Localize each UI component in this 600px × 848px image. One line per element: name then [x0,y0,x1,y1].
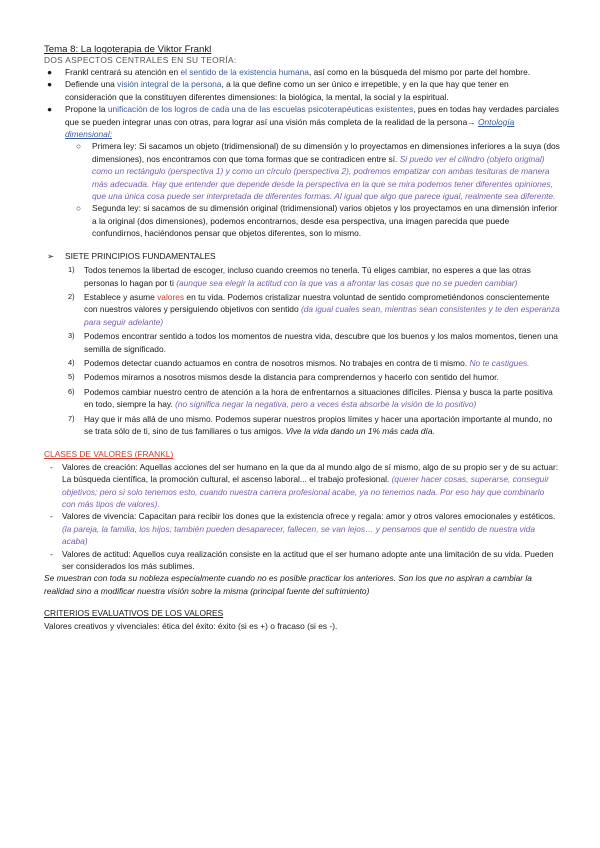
ontologia-link: Ontología dimensional: [65,116,515,140]
principle-item [44,413,560,438]
value-item [44,461,560,511]
principle-text: Podemos cambiar nuestro centro de atención a la hora de enfrentarnos a situaciones difíciles. Piensa y busca la parte positiva en todo, siempre la hay. [84,386,553,410]
value-text: Valores de vivencia: Capacitan para recibir los dones que la existencia ofrece y regala: amor y otros valores emocionales y estéticos. [62,511,556,522]
principle-text: Podemos mirarnos a nosotros mismos desde la distancia para comprendernos y hacerlo con sentido del humor. [84,372,499,383]
law-item [44,140,560,202]
section-subtitle: DOS ASPECTOS CENTRALES EN SU TEORÍA: [44,55,237,65]
bullet-item [44,78,560,103]
page-title: Tema 8: La logoterapia de Viktor Frankl [44,44,212,55]
principle-number: 7) [68,413,75,423]
value-note: (querer hacer cosas, superarse, conseguir objetivos; pero si solo tenemos esto, cuando nuestra carrera profesional acabe, ya no tenemos nada. Por eso hay que combinarlo con más tipos de valores). [62,474,549,509]
principle-number: 5) [68,372,75,382]
value-item [44,548,560,573]
dash-bullet: - [50,548,53,559]
circle-bullet-icon: ○ [76,141,82,152]
bullet-highlight: visión integral de la persona [117,79,222,90]
principle-item [44,291,560,328]
principle-text: Todos tenemos la libertad de escoger, incluso cuando creemos no tenerla. Tú eliges cambiar, no esperes a que las otras personas lo hagan por ti [84,265,531,288]
principle-motto: Vive la vida dando un 1% más cada día. [285,425,435,436]
principle-highlight: valores [157,291,185,302]
value-item [44,510,560,547]
principle-text: Podemos encontrar sentido a todos los momentos de nuestra vida, descubre que los buenos y los malos momentos, tienen una semilla de significado. [84,331,558,354]
principle-number: 2) [68,291,75,301]
bullet-item [44,103,560,140]
principle-item [44,264,560,289]
principle-note: (da igual cuales sean, mientras sean consistentes y te den esperanza para seguir adelante) [84,304,560,327]
principle-note: No te castigues. [469,357,530,368]
value-text: Valores de creación: Aquellas acciones del ser humano en la que da al mundo algo de sí mismo, algo de su propio ser y de su actuar: La búsqueda científica, la promoción cultural, el ascenso laboral... el trabajo profesional. [62,461,559,485]
value-text: Valores de actitud: Aquellos cuya realización consiste en la actitud que el ser humano adopte ante una limitación de su vida. Pueden ser considerados los más sublimes. [62,548,554,572]
law-text: Primera ley: Si sacamos un objeto (tridimensional) de su dimensión y lo proyectamos en dimensiones inferiores a la suya (dos dimensiones), nos encontramos con que toma formas que se contradicen entre sí. [92,141,560,164]
bullet-text: Propone la [65,104,108,115]
circle-bullet-icon: ○ [76,203,82,214]
principles-heading [44,250,560,262]
bullet-text: , a la que define como un ser único e irrepetible, y en la que hay que tener en consideración que la constituyen diferentes dimensiones: la biológica, la mental, la social y la espiritual. [65,79,509,102]
principle-number: 4) [68,357,75,367]
principle-text: Hay que ir más allá de uno mismo. Podemos superar nuestros propios límites y hacer una aportación importante al mundo, no se trata sólo de ti, sino de tus familiares o tus amigos. [84,413,553,436]
principle-number: 3) [68,331,75,341]
principle-note: (no significa negar la negativa, pero a veces ésta absorbe la visión de lo positivo) [175,399,477,410]
value-note: (la pareja, la familia, los hijos; también pueden desaparecer, fallecen, se van lejos… y pensamos que el sentido de nuestra vida acaba) [62,523,535,547]
principle-text: Establece y asume [84,291,158,302]
criteria-heading: CRITERIOS EVALUATIVOS DE LOS VALORES [44,608,224,619]
bullet-item [44,66,560,78]
bullet-dot-icon: ● [47,67,53,77]
bullet-highlight: el sentido de la existencia humana [180,67,309,77]
dash-bullet: - [50,461,53,472]
law-note: Si puedo ver el cilindro (objeto original) como un rectángulo (perspectiva 1) y como un círculo (perspectiva 2), podremos empatizar con ambas tesituras de manera más adecuada. Hay que entender que depende desde la perspectiva en la que se mira podemos tener diferentes opiniones, que una única cosa puede ser interpretada de diferentes formas. Al igual que algo que parece igual, realmente sea diferente. [92,153,556,202]
bullet-dot-icon: ● [47,104,53,115]
bullet-text: Frankl centrará su atención en [65,67,181,77]
bullet-text: Defiende una [65,79,118,90]
bullet-text: , pues en todas hay verdades parciales que se pueden integrar unas con otras, para lograr así una visión más completa de la realidad de la persona→ [65,104,559,127]
bullet-highlight: unificación de los logros de cada una de las escuelas psicoterapéuticas existentes [107,104,414,115]
principle-item [44,330,560,355]
principle-item [44,357,560,369]
law-item [44,202,560,239]
values-heading: CLASES DE VALORES (FRANKL) [44,449,174,460]
criteria-text: Valores creativos y vivenciales: ética del éxito: éxito (si es +) o fracaso (si es -). [44,620,338,631]
principle-number: 1) [68,265,75,275]
principle-item [44,371,560,383]
principles-title: SIETE PRINCIPIOS FUNDAMENTALES [65,250,216,261]
values-note: Se muestran con toda su nobleza especialmente cuando no es posible practicar los anteriores. Son los que no aspiran a cambiar la realidad sino a modificar nuestra visión sobre la misma (principal fuente del sufrimiento) [44,573,532,596]
principle-item [44,386,560,411]
dash-bullet: - [50,511,53,522]
principle-note: (aunque sea elegir la actitud con la que vas a afrontar las cosas que no se pueden cambiar) [176,277,518,288]
law-text: Segunda ley: si sacamos de su dimensión original (tridimensional) varios objetos y los proyectamos en una dimensión inferior a la original (dos dimensiones), podemos encontrarnos, desde esa perspectiva, una imagen parecida que puede confundirnos, haciéndonos pensar que objetos diferentes, son lo mismo. [92,203,558,239]
principle-number: 6) [68,386,75,396]
arrow-icon: ➢ [47,250,55,261]
bullet-dot-icon: ● [47,79,53,90]
bullet-text: , así como en la búsqueda del mismo por parte del hombre. [308,67,531,77]
principle-text: Podemos detectar cuando actuamos en contra de nosotros mismos. No trabajes en contra de ti mismo. [84,357,470,368]
principle-text: en tu vida. Podemos cristalizar nuestra voluntad de sentido comprometiéndonos conscientemente con nuestros valores y persiguiendo objetivos con sentido [84,291,550,315]
